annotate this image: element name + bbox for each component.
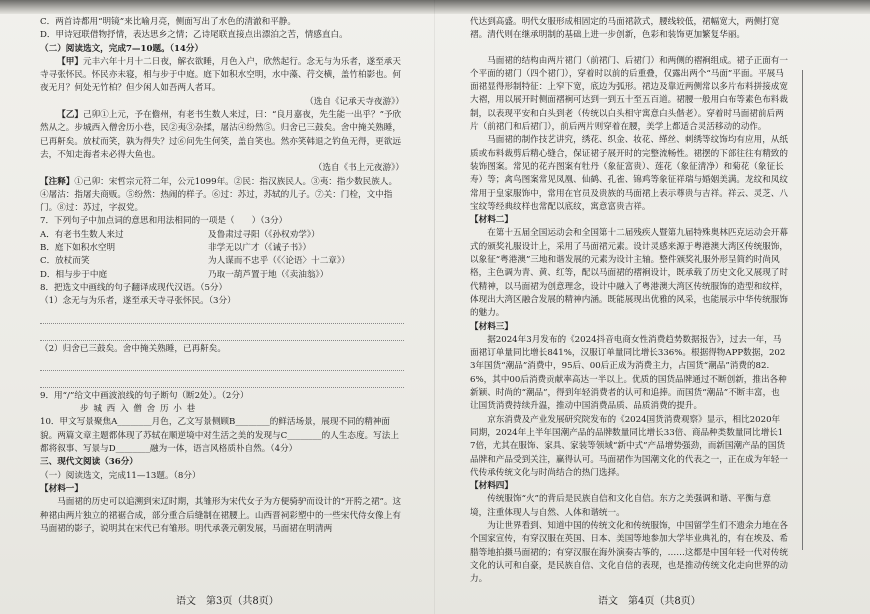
passage-jia-tag: 【甲】 (57, 56, 83, 67)
mat3-para-2: 京东消费及产业发展研究院发布的《2024国货消费观察》显示，相比2020年同期，2024年上半年国潮产品的品牌数量同比增长33倍、商品种类数量同比增长17倍，尤其在服饰、家具、家装等领域“新中式”产品增势强劲，而新国潮产品的国货品牌和产品受到关注，赢得认可。马面裙作为国潮文化的代表之一，正在成为年轻一代传承传统文化与时尚结合的热门选择。 (470, 414, 788, 478)
material-1-tag: 【材料一】 (40, 483, 83, 494)
q7-option-d (40, 269, 404, 282)
q7-option-c-left: C．放杖而笑 (40, 256, 90, 267)
section-3-title: 三、现代文阅读（36分） (40, 457, 138, 468)
left-page (40, 16, 404, 536)
question-8-1: （1）念无与为乐者，遂至承天寺寻张怀民。（3分） (40, 296, 236, 307)
footer-page-4: 语文 第4页（共8页） (598, 596, 701, 607)
material-1-text: 马面裙的历史可以追溯到宋辽时期，其雏形为宋代女子为方便骑驴而设计的“开胯之裙”。这种裙由两片独立的裙裾合成，部分重合后缝制在裙腰上。山西晋祠彩塑中的一些宋代侍女像上有马面裙的影子，说明其在宋代已有雏形。明代承袭元朝发展，马面裙在明清两 (40, 497, 402, 534)
q7-option-d-left: D．相与步于中庭 (40, 269, 108, 280)
q7-option-a-left: A．有老书生数人来过 (40, 229, 124, 240)
footer-page-3: 语文 第3页（共8页） (176, 596, 279, 607)
passage-jia (40, 56, 404, 96)
mat1-para-2: 马面裙的结构由两片裙门（前裙门、后裙门）和两侧的褶裥组成。裙子正面有一个平面的裙门（四个裙门），穿着时以前的后重叠，仅露出两个“马面”平面。平展马面裙显得形制特征：上窄下宽，底边为弧形。裙边及靠近两侧常以多片布料拼接成宽大褶，用以展开时侧面褶裥可达到一到五十至五百道。裙腰一般用白布等素色布料裁制，以表现平安和白头到老（传统以白头相守寓意白头偕老）。穿着时马面裙前后两片（前裙门和后裙门），前后两片则穿着在腰，美学上都适合灵活移动的动作。 (470, 55, 788, 133)
passage-yi-tag: 【乙】 (57, 110, 83, 121)
annotation-tag: 【注释】 (40, 176, 75, 187)
answer-area-8-1b[interactable] (40, 326, 404, 341)
mat4-para-2: 为让世界看到、知道中国的传统文化和传统服饰，中国留学生们不遗余力地在各个国家宣传，有穿汉服在英国、日本、美国等地参加大学毕业典礼的，有在埃及、希腊等地拍摄马面裙的；有穿汉服在海外演奏古筝的，……这都是中国年轻一代对传统文化的认可和自豪，是民族自信、文化自信的表现，也是推动传统文化走向世界的动力。 (470, 520, 788, 585)
answer-area-8-1[interactable] (40, 309, 404, 324)
option-c: C．两首诗都用“明镜”来比喻月亮，侧面写出了水色的清澈和平静。 (40, 17, 296, 27)
material-4-tag: 【材料四】 (470, 481, 513, 492)
mat1-para-1: 代达到高盛。明代女服形成相固定的马面裙款式，腰线较低，裙幅宽大，两侧打宽褶。清代则在继承明制的基础上进一步创新，色彩和装饰更加繁复华丽。 (470, 17, 780, 41)
passage-yi (40, 109, 404, 162)
question-8: 8．把选文中画线的句子翻译成现代汉语。（5分） (40, 282, 228, 293)
annotation (40, 176, 404, 216)
option-d: D．甲诗冠联借物抒情，表达思乡之情；乙诗尾联直接点出漂泊之苦，情感直白。 (40, 30, 348, 41)
section-3-sub: （一）阅读选文，完成11—13题。（8分） (40, 470, 201, 481)
passage-yi-source: （选自《书上元夜游》） (313, 163, 404, 174)
q7-option-a (40, 229, 404, 242)
passage-jia-text: 元丰六年十月十二日夜，解衣欲睡，月色入户，欣然起行。念无与为乐者，遂至承天寺寻张怀民。怀民亦未寝，相与步于中庭。庭下如积水空明，水中藻、荇交横，盖竹柏影也。何夜无月？何处无竹柏？但少闲人如吾两人者耳。 (40, 56, 401, 94)
passage-yi-text: 己卯①上元，予在儋州，有老书生数人来过，曰：“良月嘉夜，先生能一出乎？”予欣然从之。步城西入僧舍历小巷，民②夷③杂揉，屠沽④纷然⑤。归舍已三鼓矣。舍中掩关熟睡，已再鼾矣。放杖而笑，孰为得失？过⑥问先生何笑，盖自笑也。然亦笑韩退之钓鱼无得，更欲远去，不知走海者未必得大鱼也。 (40, 110, 402, 160)
material-3-tag: 【材料三】 (470, 321, 513, 332)
q7-option-c (40, 255, 404, 268)
mat2-para: 在第十五届全国运动会和全国第十二届残疾人暨第九届特殊奥林匹克运动会开幕式的颁奖礼服设计上，采用了马面裙元素。设计灵感来源于粤港澳大湾区传统服饰，以象征“粤港澳”三地和谐发展的元素为设计主轴。整件颁奖礼服外形呈简约时尚风格，主色调为青、黄、红等，配以马面裙的褶裥设计，既承载了历史文化又展现了时代精神，以马面裙为创意理念，设计中融入了粤港澳大湾区传统服饰的造型和纹样，体现出大湾区融合发展的精神内涵。既能展现出优雅的风采，也能展示中华传统服饰的魅力。 (470, 228, 788, 319)
question-7: 7．下列句子中加点词的意思和用法相同的一项是（ ）（3分） (40, 216, 288, 227)
mat3-para-1: 据2024年3月发布的《2024抖音电商女性消费趋势数据报告》，过去一年，马面裙订单量同比增长841%，汉服订单量同比增长336%。根据得物APP数据，2023年国货“潮品”消费中，95后、00后正成为消费主力，占国货“潮品”消费的82.6%，其中00后消费贡献率高达一半以上。优质的国货品牌通过不断创新，推出各种新颖、时尚的“潮品”，得到年轻消费者的认可和追捧。而国货“潮品”不断丰富，也让国货消费持续升温，推动中国消费品质、品质消费的提升。 (470, 334, 787, 412)
section-title: （二）阅读选文，完成7—10题。（14分） (40, 43, 204, 54)
q7-option-b-right: 非学无以广才（《诫子书》） (208, 243, 312, 254)
margin-line (802, 70, 803, 550)
annotation-text: ①己卯：宋哲宗元符二年，公元1099年。②民：指汉族民人。③夷：指少数民族人。④屠沽：指屠夫商贩。⑤纷然：热闹的样子。⑥过：苏过，苏轼的儿子。⑦关：门栓，文中指门。⑧过：苏过，字叔党。 (40, 176, 398, 214)
scan-top-band (0, 0, 870, 14)
right-page (470, 16, 788, 586)
question-9: 9．用“/”给文中画波浪线的句子断句（断2处）。（2分） (40, 390, 249, 401)
mat4-para-1: 传统服饰“火”的背后是民族自信和文化自信。东方之美强调和谐、平衡与意境，注重体现人与自然、人体和谐统一。 (470, 494, 771, 518)
answer-area-8-2[interactable] (40, 356, 404, 371)
material-2-tag: 【材料二】 (470, 215, 513, 226)
mat1-para-3: 马面裙的制作技艺讲究，绣花、织金、妆花、缂丝、刺绣等纹饰均有应用，从纸质或布料裁剪后精心缝合，保证裙子展开时的完整流畅性。裙摆的下部往往有精致的装饰图案。常见的花卉图案有牡丹（象征富贵）、莲花（象征清净）和菊花（象征长寿）等；禽鸟图案常见凤凰、仙鹤、孔雀、锦鸡等象征祥瑞与婚姻美满。龙纹和凤纹常用于皇家服饰中，常用在官员及贵族的马面裙上表示尊贵与吉祥。祥云、灵芝、八宝纹等经典纹样也常配以底纹，寓意富贵吉祥。 (470, 135, 788, 212)
page-fold (434, 0, 435, 614)
question-8-2: （2）归舍已三鼓矣。舍中掩关熟睡，已再鼾矣。 (40, 343, 226, 354)
q7-option-c-right: 为人谋而不忠乎（《〈论语〉十二章》） (208, 256, 350, 267)
answer-area-8-2b[interactable] (40, 373, 404, 388)
q7-option-b (40, 242, 404, 255)
passage-jia-source: （选自《记承天寺夜游》） (305, 96, 404, 107)
q7-option-d-right: 乃取一葫芦置于地（《卖油翁》） (208, 269, 329, 280)
q7-option-b-left: B．庭下如积水空明 (40, 243, 116, 254)
q9-sentence: 步 城 西 入 僧 舍 历 小 巷 (80, 404, 197, 415)
q7-option-a-right: 及鲁肃过寻阳（《孙权劝学》） (208, 229, 320, 240)
question-10: 10．甲文写景聚焦A________月色，乙文写景侧顾B________的鲜活场景，展现不同的精神面貌。两篇文章主题都体现了苏轼在顺逆境中对生活之美的发现与C________的人生态度。写法上都将叙事、写景与D________融为一体，语言风格质朴自然。（4分） (40, 417, 399, 455)
